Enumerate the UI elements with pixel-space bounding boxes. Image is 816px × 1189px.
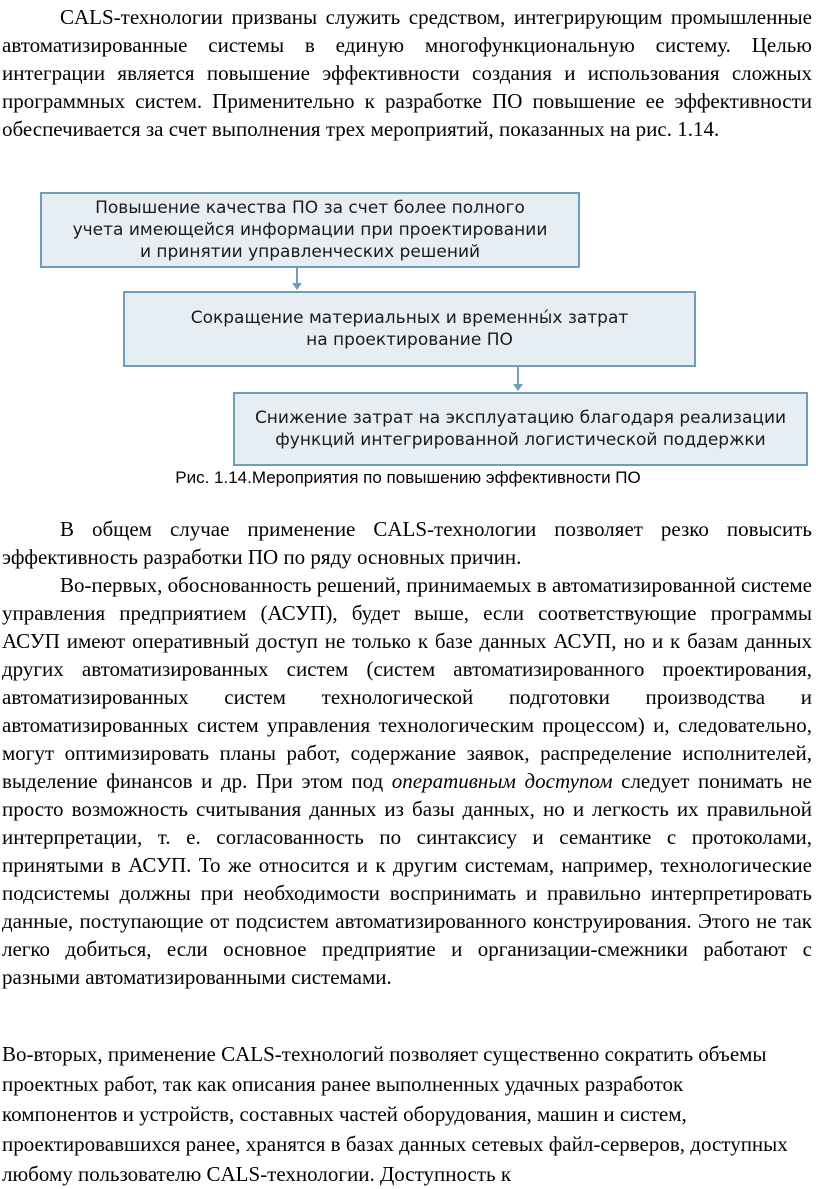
emphasis-term: оперативным доступом — [391, 769, 613, 793]
paragraph-first-reason-text-end: следует понимать не просто возможность считывания данных из базы данных, но и легкость их правильной интерпретации, т. е. согласованность по синтаксису и семантике с протоколами, принятыми в АСУП. То же относится и к другим системам, например, технологические подсистемы должны при необходимости воспринимать и правильно интерпретировать данные, поступающие от подсистем автоматизированного конструирования. Этого не так легко добиться, если основное предприятие и организации-смежники работают с разными автоматизированными системами. — [2, 769, 812, 989]
paragraph-general: В общем случае применение CALS-технологии позволяет резко повысить эффективность разработки ПО по ряду основных причин. — [2, 517, 812, 569]
down-arrow-icon — [517, 367, 519, 385]
diagram-box-quality: Повышение качества ПО за счет более полного учета имеющейся информации при проектировании и принятии управленческих решений — [40, 192, 580, 268]
down-arrow-icon — [296, 268, 298, 284]
paragraph-first-reason-text: Во-первых, обоснованность решений, принимаемых в автоматизированной системе управления предприятием (АСУП), будет выше, если соответствующие программы АСУП имеют оперативный доступ не только к базе данных АСУП, но и к базам данных других автоматизированных систем (систем автоматизированного проектирования, автоматизированных систем технологической подготовки производства и автоматизированных систем управления технологическим процессом) и, следовательно, могут оптимизировать планы работ, содержание заявок, распределение исполнителей, выделение финансов и др. При этом под — [2, 573, 812, 793]
paragraph-first-reason — [2, 571, 812, 991]
paragraph-intro: CALS-технологии призваны служить средством, интегрирующим промышленные автоматизированные системы в единую многофункциональную систему. Целью интеграции является повышение эффективности создания и использования сложных программных систем. Применительно к разработке ПО повышение ее эффективности обеспечивается за счет выполнения трех мероприятий, показанных на рис. 1.14. — [2, 5, 812, 141]
paragraph-second-reason: Во-вторых, применение CALS-технологий позволяет существенно сократить объемы проектных работ, так как описания ранее выполненных удачных разработок компонентов и устройств, составных частей оборудования, машин и систем, проектировавшихся ранее, хранятся в базах данных сетевых файл-серверов, доступных любому пользователю CALS-технологии. Доступность к — [2, 1042, 788, 1186]
diagram-box-cost-reduction: Сокращение материальных и временны́х затрат на проектирование ПО — [123, 291, 696, 367]
figure-caption: Рис. 1.14.Мероприятия по повышению эффективности ПО — [175, 468, 641, 487]
diagram-box-maintenance: Снижение затрат на эксплуатацию благодаря реализации функций интегрированной логистической поддержки — [233, 392, 808, 466]
